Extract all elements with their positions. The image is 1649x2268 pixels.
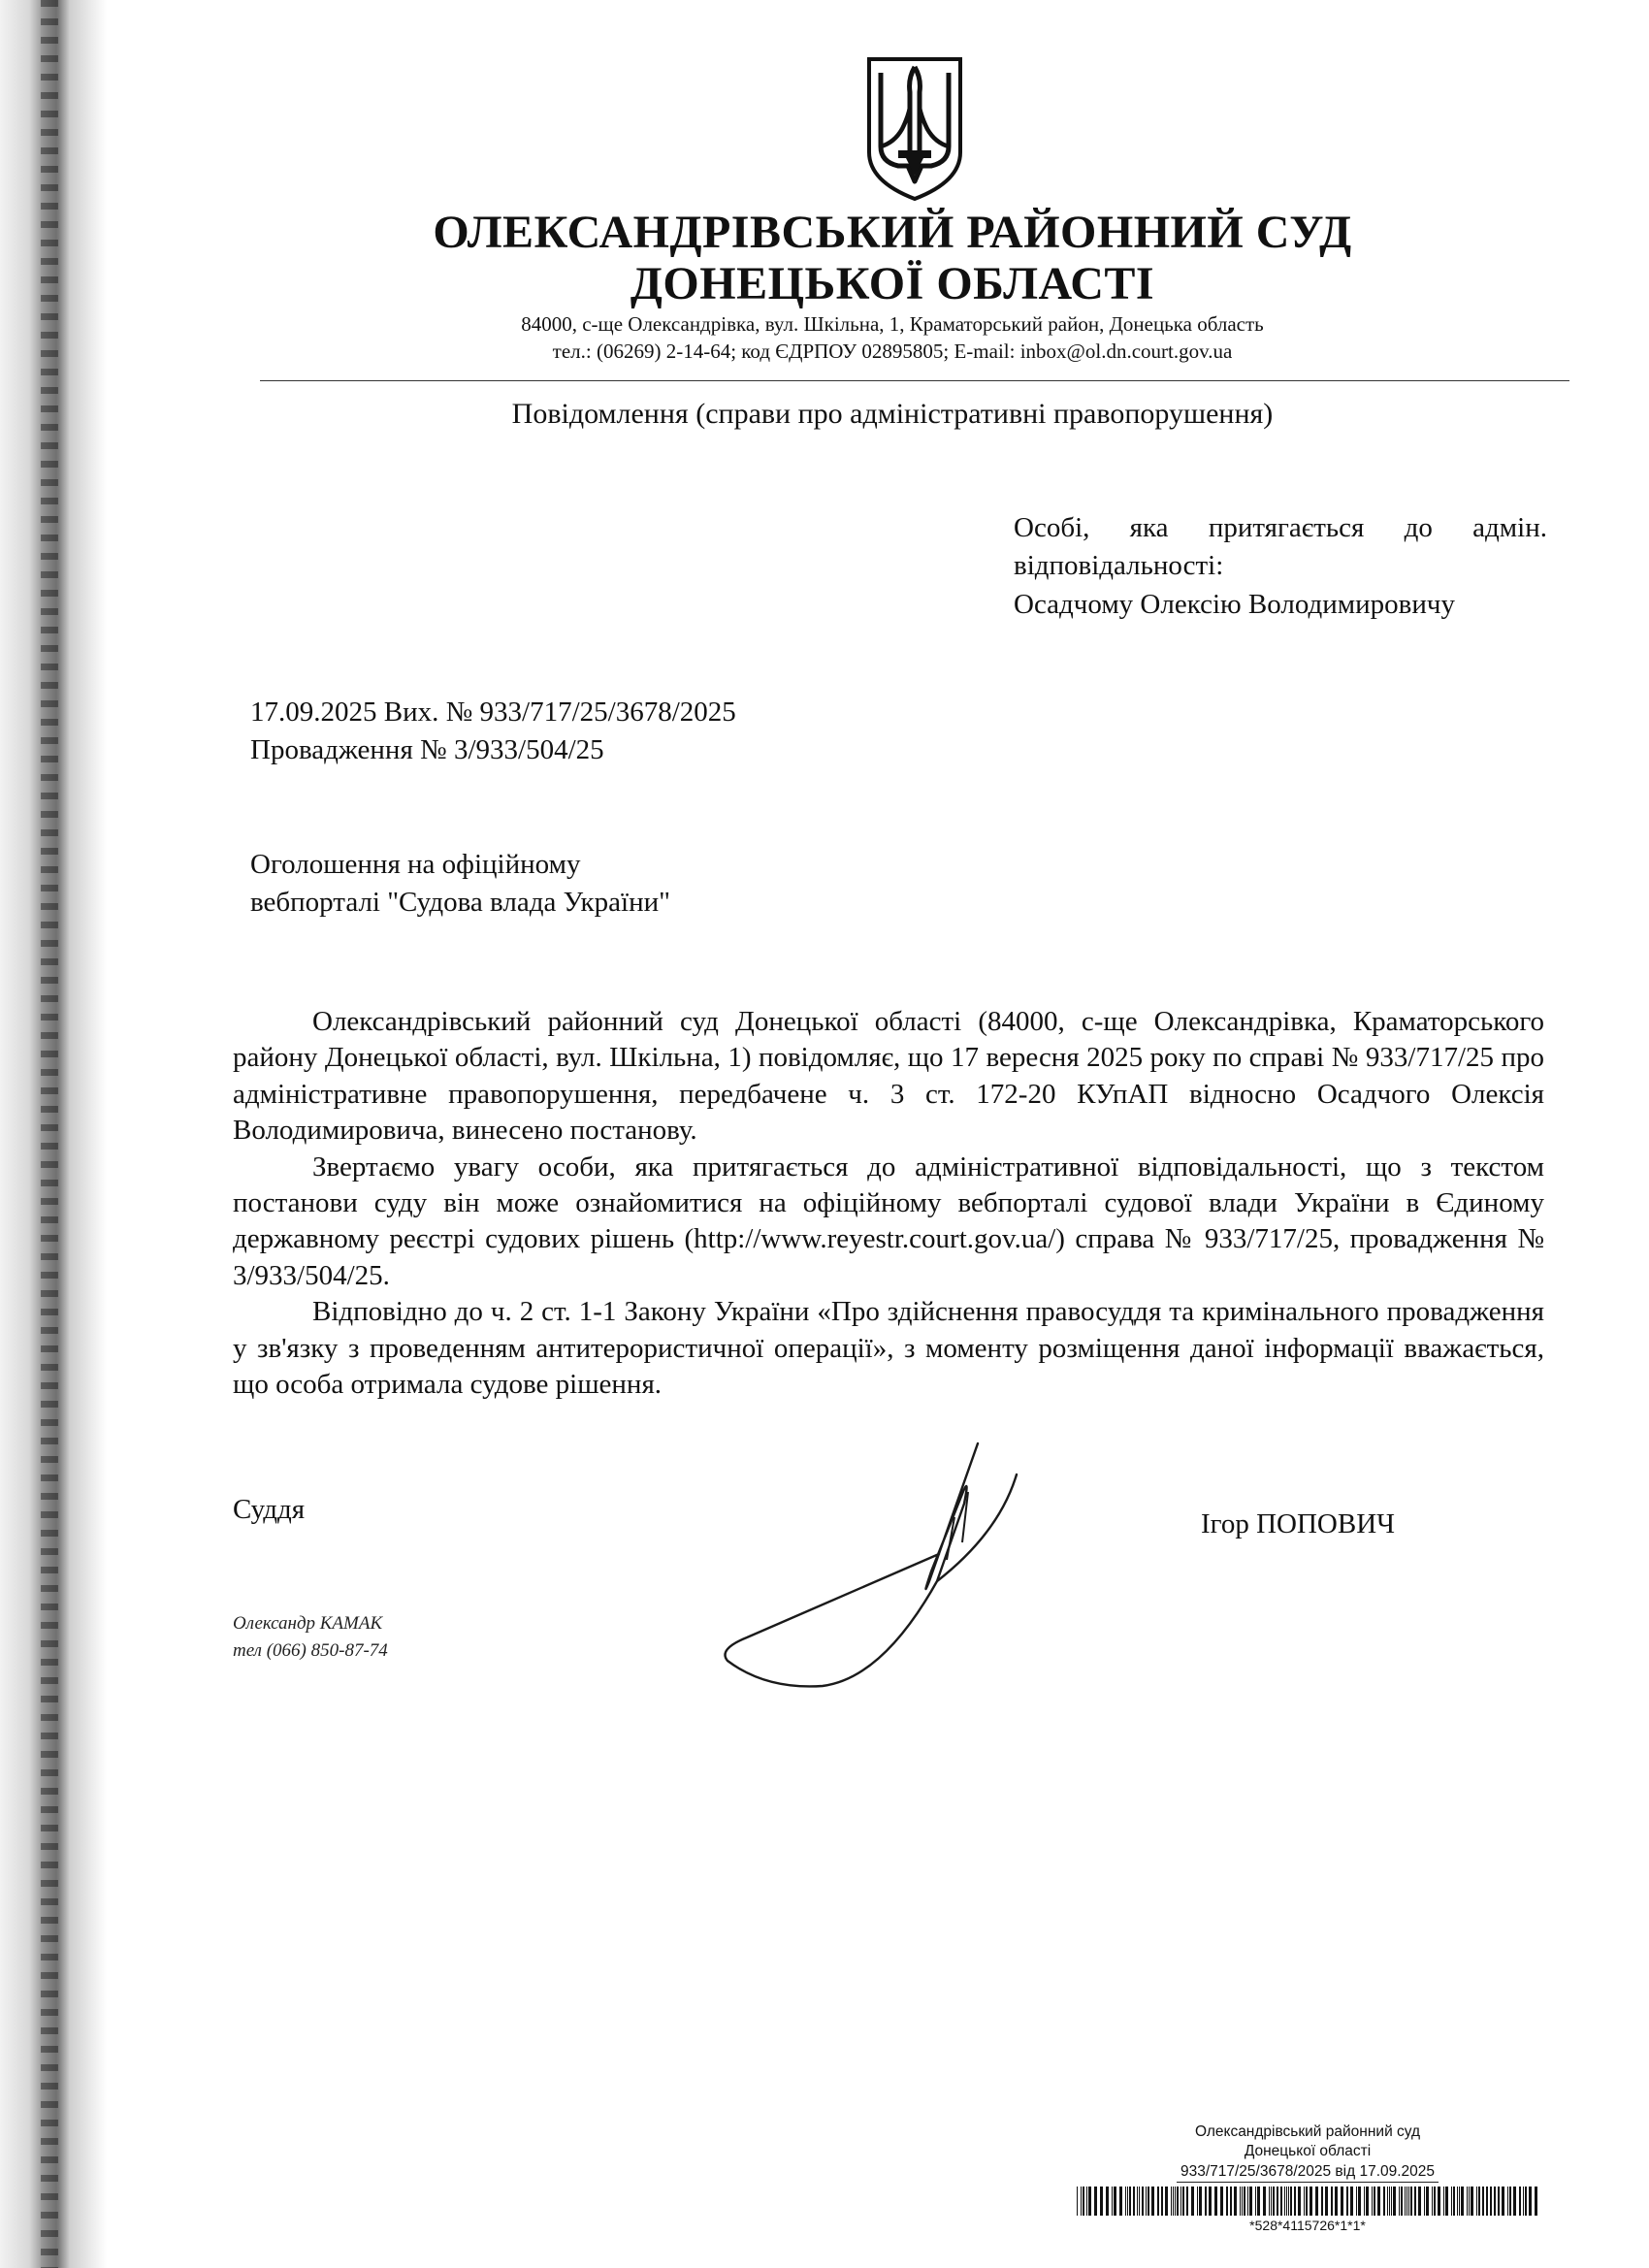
addressee-line1 (1014, 509, 1547, 547)
addressee-word: адмін. (1472, 512, 1547, 543)
announcement-line1: Оголошення на офіційному (250, 849, 581, 880)
barcode-number: *528*4115726*1*1* (1249, 2218, 1366, 2234)
court-contacts: тел.: (06269) 2-14-64; код ЄДРПОУ 02895805; E-mail: inbox@ol.dn.court.gov.ua (552, 340, 1233, 363)
prepared-by-phone: тел (066) 850-87-74 (233, 1639, 388, 1661)
addressee-word: Особі, (1014, 512, 1090, 543)
addressee-word: яка (1129, 512, 1169, 543)
body-paragraph-1: Олександрівський районний суд Донецької області (84000, с-ще Олександрівка, Краматорського району Донецької області, вул. Шкільна, 1) повідомляє, що 17 вересня 2025 року по справі № 933/717/25 про адміністративне правопорушення, передбачене ч. 3 ст. 172-20 КУпАП відносно Осадчого Олексія Володимировича, винесено постанову. (233, 1006, 1544, 1147)
announcement-line2: вебпорталі "Судова влада України" (250, 887, 670, 919)
judge-name: Ігор ПОПОВИЧ (1201, 1508, 1395, 1539)
addressee-name: Осадчому Олексію Володимировичу (1014, 588, 1455, 620)
court-address: 84000, с-ще Олександрівка, вул. Шкільна, 1, Краматорський район, Донецька область (521, 312, 1264, 336)
document-type: Повідомлення (справи про адміністративні правопорушення) (511, 398, 1274, 430)
addressee-word: до (1404, 512, 1433, 543)
addressee-block (1014, 509, 1547, 624)
barcode-icon (1075, 2187, 1540, 2216)
outgoing-number: 17.09.2025 Вих. № 933/717/25/3678/2025 (250, 697, 736, 728)
registration-stamp (1065, 2122, 1550, 2235)
court-name-line1: ОЛЕКСАНДРІВСЬКИЙ РАЙОННИЙ СУД (433, 207, 1352, 258)
body-paragraph-2: Звертаємо увагу особи, яка притягається до адміністративної відповідальності, що з текстом постанови суду він може ознайомитися на офіційному вебпорталі судової влади України в Єдиному державному реєстрі судових рішень (http://www.reyestr.court.gov.ua/) справа № 933/717/25, провадження № 3/933/504/25. (233, 1150, 1544, 1291)
notice-body (233, 1004, 1544, 1403)
trident-emblem-icon (861, 53, 968, 204)
judge-signature (708, 1436, 1057, 1707)
announcement-title (250, 846, 670, 922)
proceeding-number: Провадження № 3/933/504/25 (250, 734, 604, 766)
judge-label: Суддя (233, 1494, 306, 1525)
stamp-court: Олександрівський районний суд (1194, 2123, 1421, 2140)
prepared-by-name: Олександр КАМАК (233, 1613, 383, 1634)
stamp-reg-number: 933/717/25/3678/2025 від 17.09.2025 (1177, 2162, 1439, 2183)
body-paragraph-3: Відповідно до ч. 2 ст. 1-1 Закону України «Про здійснення правосуддя та кримінального провадження у зв'язку з проведенням антитерористичної операції», з моменту розміщення даної інформації вважається, що особа отримала судове рішення. (233, 1296, 1544, 1401)
court-name-line2: ДОНЕЦЬКОЇ ОБЛАСТІ (630, 258, 1155, 309)
header-divider (260, 380, 1569, 381)
scan-edge-shadow (0, 0, 107, 2268)
stamp-region: Донецької області (1244, 2143, 1372, 2160)
prepared-by (233, 1610, 388, 1664)
addressee-word: притягається (1208, 512, 1365, 543)
reference-block (250, 694, 736, 769)
addressee-line2: відповідальності: (1014, 550, 1224, 582)
